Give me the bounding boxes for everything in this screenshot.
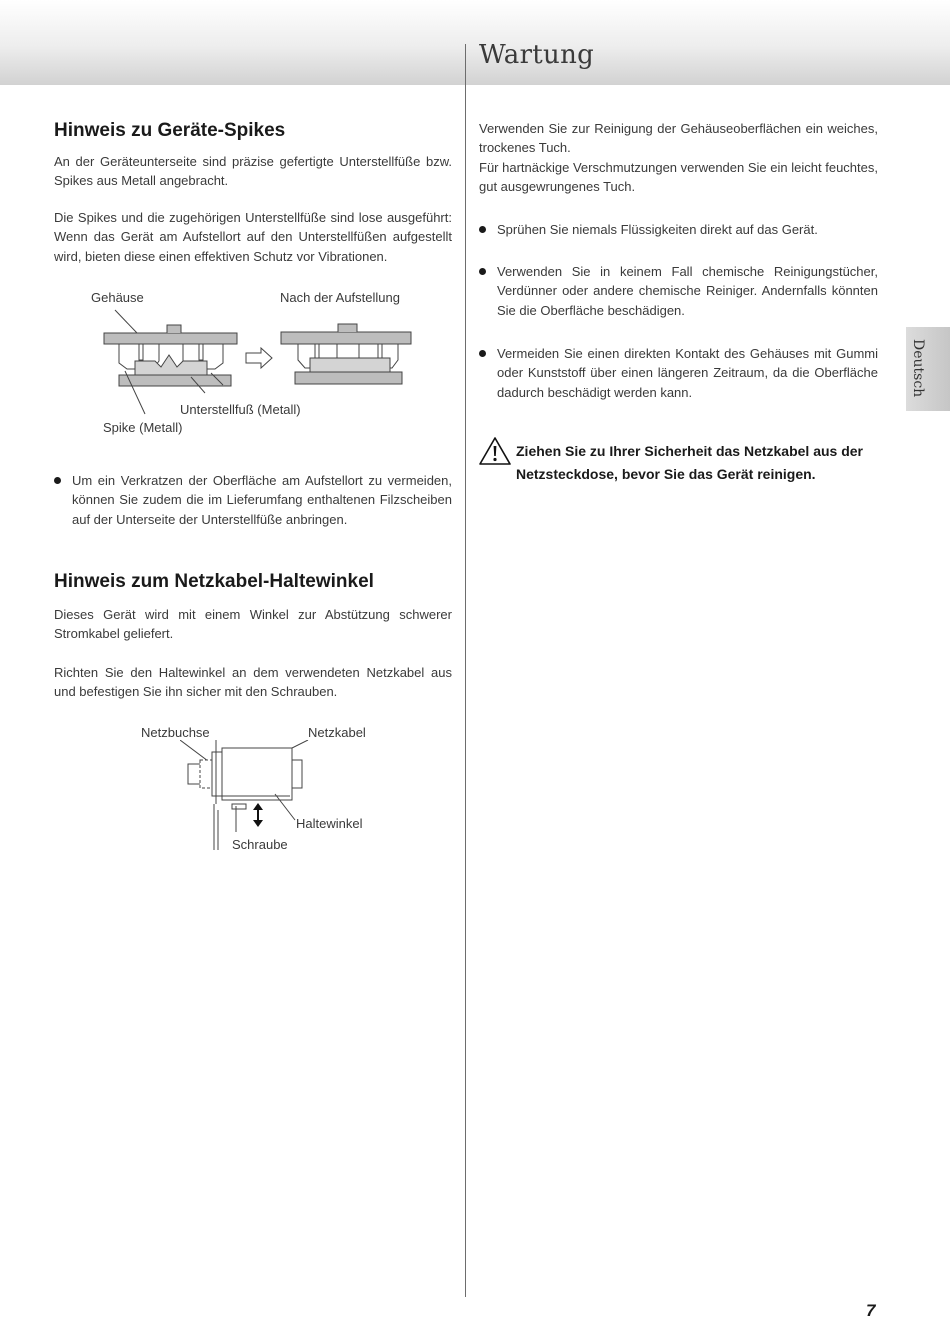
figure-label-spike: Spike (Metall) <box>103 420 183 435</box>
bullet-dot-icon <box>479 268 486 275</box>
bracket-diagram <box>180 740 310 850</box>
spikes-bullet: Um ein Verkratzen der Oberfläche am Aufstellort zu vermeiden, können Sie zudem die im Lieferumfang enthaltenen Filzscheiben auf der Unterseite der Unterstellfüße anbringen. <box>54 471 452 529</box>
figure-label-foot: Unterstellfuß (Metall) <box>180 402 301 417</box>
cleaning-bullet-1: Sprühen Sie niemals Flüssigkeiten direkt auf das Gerät. <box>479 220 878 239</box>
language-tab <box>906 327 950 411</box>
language-tab-label: Deutsch <box>910 339 926 398</box>
cleaning-bullet-3: Vermeiden Sie einen direkten Kontakt des Gehäuses mit Gummi oder Kunststoff über einen längeren Zeitraum, da die Oberfläche dadurch beschädigt werden kann. <box>479 344 878 402</box>
cleaning-intro: Verwenden Sie zur Reinigung der Gehäuseoberflächen ein weiches, trockenes Tuch. <box>479 121 878 156</box>
figure-label-cable: Netzkabel <box>308 725 366 740</box>
bracket-heading: Hinweis zum Netzkabel-Haltewinkel <box>54 571 374 592</box>
figure-label-after-setup: Nach der Aufstellung <box>280 290 400 305</box>
header-band <box>0 0 950 85</box>
page-number: 7 <box>866 1301 876 1320</box>
spikes-paragraph-2: Die Spikes und die zugehörigen Unterstellfüße sind lose ausgeführt: Wenn das Gerät am Aufstellort auf den Unterstellfüßen aufgestellt wird, bieten diese einen effektiven Schutz vor Vibrationen. <box>54 210 452 264</box>
cleaning-bullet-2: Verwenden Sie in keinem Fall chemische Reinigungstücher, Verdünner oder andere chemische Reiniger. Andernfalls könnten Sie die Oberfläche beschädigen. <box>479 262 878 320</box>
warning-triangle-icon <box>479 437 511 465</box>
bullet-dot-icon <box>479 350 486 357</box>
bullet-dot-icon <box>54 477 61 484</box>
figure-label-socket: Netzbuchse <box>141 725 210 740</box>
column-divider <box>465 44 466 1297</box>
spikes-heading: Hinweis zu Geräte-Spikes <box>54 120 286 141</box>
cleaning-intro-2: Für hartnäckige Verschmutzungen verwenden Sie ein leicht feuchtes, gut ausgewrungenes Tuch. <box>479 160 878 195</box>
bullet-dot-icon <box>479 226 486 233</box>
bracket-paragraph-1: Dieses Gerät wird mit einem Winkel zur Abstützung schwerer Stromkabel geliefert. <box>54 607 452 642</box>
bracket-paragraph-2: Richten Sie den Haltewinkel an dem verwendeten Netzkabel aus und befestigen Sie ihn sicher mit den Schrauben. <box>54 665 452 700</box>
figure-label-bracket: Haltewinkel <box>296 816 363 831</box>
page-title: Wartung <box>479 40 595 70</box>
figure-label-housing: Gehäuse <box>91 290 144 305</box>
figure-label-screw: Schraube <box>232 837 288 852</box>
spikes-paragraph-1: An der Geräteunterseite sind präzise gefertigte Unterstellfüße bzw. Spikes aus Metall angebracht. <box>54 154 452 189</box>
safety-warning: Ziehen Sie zu Ihrer Sicherheit das Netzkabel aus der Netzsteckdose, bevor Sie das Gerät reinigen. <box>479 440 879 486</box>
